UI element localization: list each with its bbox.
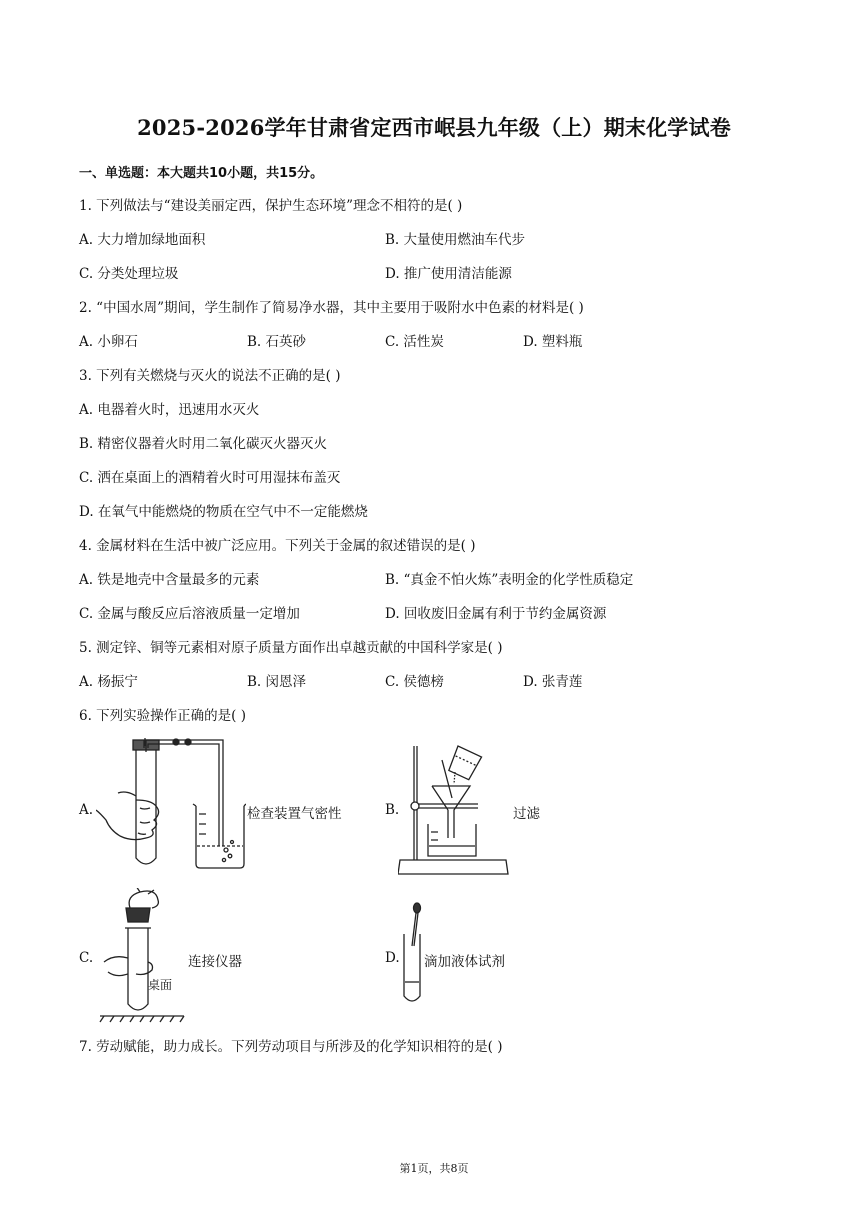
q2-option-a: A. 小卵石 bbox=[79, 334, 138, 350]
q4-option-c: C. 金属与酸反应后溶液质量一定增加 bbox=[79, 606, 300, 622]
q6-caption-a: 检查装置气密性 bbox=[247, 806, 342, 822]
q1-option-d: D. 推广使用清洁能源 bbox=[385, 266, 512, 282]
section-heading: 一、单选题：本大题共10小题，共15分。 bbox=[79, 166, 324, 181]
q3-option-b: B. 精密仪器着火时用二氧化碳灭火器灭火 bbox=[79, 436, 328, 452]
q1-option-c: C. 分类处理垃圾 bbox=[79, 266, 179, 282]
connecting-apparatus-figure bbox=[96, 888, 186, 1024]
q5-option-a: A. 杨振宁 bbox=[79, 674, 138, 690]
q3-option-a: A. 电器着火时，迅速用水灭火 bbox=[79, 402, 260, 418]
q1-option-a: A. 大力增加绿地面积 bbox=[79, 232, 206, 248]
question-2-stem: 2. “中国水周”期间，学生制作了简易净水器，其中主要用于吸附水中色素的材料是( ) bbox=[79, 300, 584, 316]
q3-option-c: C. 洒在桌面上的酒精着火时可用湿抹布盖灭 bbox=[79, 470, 341, 486]
q4-option-d: D. 回收废旧金属有利于节约金属资源 bbox=[385, 606, 607, 622]
q3-option-d: D. 在氧气中能燃烧的物质在空气中不一定能燃烧 bbox=[79, 504, 368, 520]
exam-title: 2025-2026学年甘肃省定西市岷县九年级（上）期末化学试卷 bbox=[137, 115, 731, 140]
q5-option-d: D. 张青莲 bbox=[523, 674, 583, 690]
q6-caption-b: 过滤 bbox=[513, 806, 540, 822]
q5-option-c: C. 侯德榜 bbox=[385, 674, 444, 690]
filtration-figure bbox=[398, 738, 510, 876]
airtightness-check-figure bbox=[96, 738, 246, 873]
q5-option-b: B. 闵恩泽 bbox=[247, 674, 307, 690]
q6-option-b: B. bbox=[385, 802, 400, 818]
q2-option-d: D. 塑料瓶 bbox=[523, 334, 583, 350]
question-4-stem: 4. 金属材料在生活中被广泛应用。下列关于金属的叙述错误的是( ) bbox=[79, 538, 476, 554]
question-6-stem: 6. 下列实验操作正确的是( ) bbox=[79, 708, 246, 724]
question-7-stem: 7. 劳动赋能，助力成长。下列劳动项目与所涉及的化学知识相符的是( ) bbox=[79, 1039, 503, 1055]
q2-option-c: C. 活性炭 bbox=[385, 334, 444, 350]
desk-label: 桌面 bbox=[148, 978, 173, 992]
q4-option-b: B. “真金不怕火炼”表明金的化学性质稳定 bbox=[385, 572, 634, 588]
q6-option-c: C. bbox=[79, 950, 94, 966]
q4-option-a: A. 铁是地壳中含量最多的元素 bbox=[79, 572, 260, 588]
q1-option-b: B. 大量使用燃油车代步 bbox=[385, 232, 526, 248]
dropper-figure bbox=[400, 902, 424, 1006]
q6-option-d: D. bbox=[385, 950, 400, 966]
page-footer: 第1页，共8页 bbox=[399, 1162, 469, 1175]
q6-caption-d: 滴加液体试剂 bbox=[424, 954, 505, 970]
q2-option-b: B. 石英砂 bbox=[247, 334, 307, 350]
question-5-stem: 5. 测定锌、铜等元素相对原子质量方面作出卓越贡献的中国科学家是( ) bbox=[79, 640, 503, 656]
question-3-stem: 3. 下列有关燃烧与灭火的说法不正确的是( ) bbox=[79, 368, 341, 384]
q6-option-a: A. bbox=[79, 802, 94, 818]
question-1-stem: 1. 下列做法与“建设美丽定西，保护生态环境”理念不相符的是( ) bbox=[79, 198, 463, 214]
q6-caption-c: 连接仪器 bbox=[188, 954, 242, 970]
